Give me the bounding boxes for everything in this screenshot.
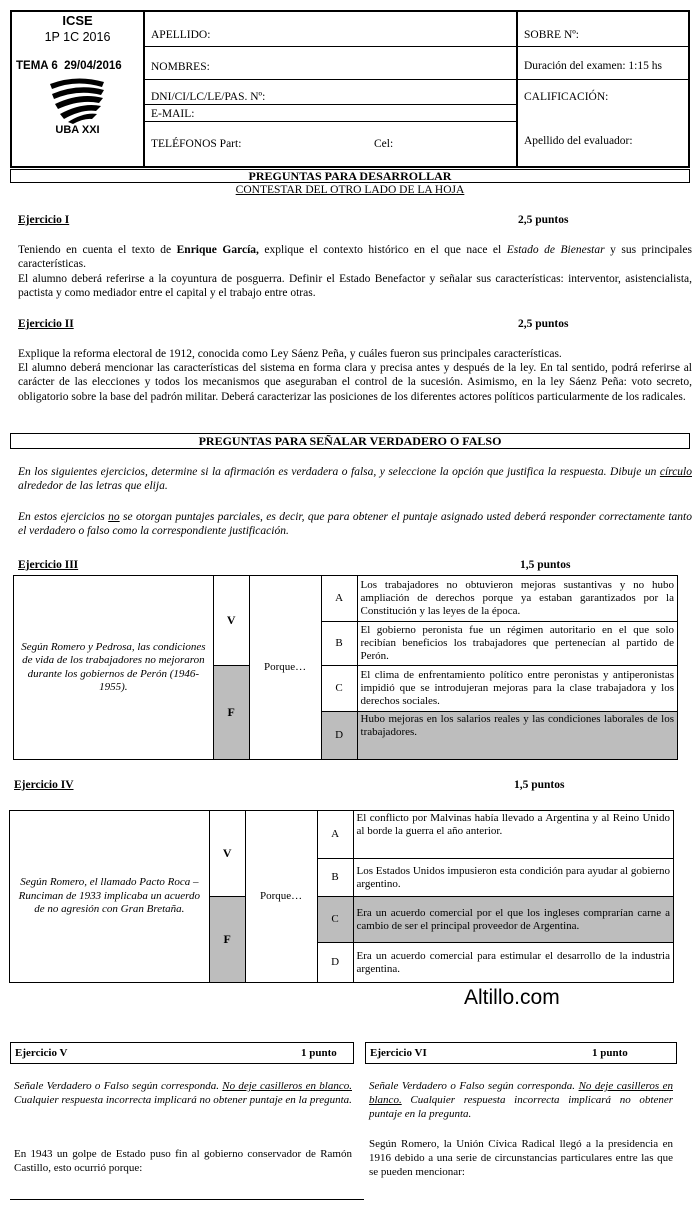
header-right-column: [516, 10, 690, 168]
ej6-question: Según Romero, la Unión Cívica Radical llegó a la presidencia en 1916 debido a una serie de circunstancias particulares entre las que se pueden mencionar:: [369, 1138, 673, 1178]
ej4-falso-option[interactable]: F: [209, 897, 245, 983]
ej3-statement: Según Romero y Pedrosa, las condiciones de vida de los trabajadores no mejoraron durante los gobiernos de Perón (1946-1955).: [14, 576, 214, 760]
ej6-instructions: Señale Verdadero o Falso según corresponda. No deje casilleros en blanco. Cualquier respuesta incorrecta implicará no obtener puntaje en la pregunta.: [369, 1080, 673, 1120]
ej2-answer: El alumno deberá mencionar las características del sistema en forma clara y precisa antes y después de la ley. En tal sentido, podrá referirse al carácter de las elecciones y todos los mecanismos que aseguraban el control de la sucesión. Asimismo, en la ley Sáenz Peña: voto secreto, obligatorio sobre la base del padrón militar. Deberá caracterizar las posiciones de los diferentes actores políticos particularmente de los radicales.: [18, 362, 692, 403]
header-divider: [145, 79, 516, 80]
ej4-verdadero-option[interactable]: V: [209, 811, 245, 897]
ej3-option-c-letter[interactable]: C: [321, 666, 357, 712]
celular-field[interactable]: Cel:: [374, 138, 394, 150]
header-logo-column: [10, 10, 145, 168]
ej3-option-c: El clima de enfrentamiento político entre peronistas y antiperonistas impidió que se introdujeran mejoras para la clase trabajadora y los derechos sociales.: [357, 666, 677, 712]
evaluador-field: Apellido del evaluador:: [524, 135, 633, 147]
ej1-title: Ejercicio I: [18, 214, 70, 226]
ej3-verdadero-option[interactable]: V: [213, 576, 249, 666]
ej5-question: En 1943 un golpe de Estado puso fin al gobierno conservador de Ramón Castillo, esto ocurrió porque:: [14, 1148, 352, 1174]
header-divider: [518, 79, 690, 80]
header-divider: [145, 121, 516, 122]
ej5-instructions: Señale Verdadero o Falso según corresponda. No deje casilleros en blanco. Cualquier respuesta incorrecta implicará no obtener puntaje en la pregunta.: [14, 1080, 352, 1106]
logo-text: UBA XXI: [55, 124, 100, 136]
section-title-desarrollar: PREGUNTAS PARA DESARROLLAR: [10, 169, 690, 183]
ej6-header-box: [365, 1042, 677, 1064]
uba-logo-icon: [46, 78, 108, 124]
ej5-header-box: [10, 1042, 354, 1064]
ej4-title: Ejercicio IV: [14, 779, 74, 791]
ej4-option-a: El conflicto por Malvinas había llevado a Argentina y al Reino Unido al borde la guerra el año anterior.: [353, 811, 673, 859]
ej3-option-a: Los trabajadores no obtuvieron mejoras sustantivas y no hubo ampliación de derechos porque ya estaban garantizados por la Constitución y las leyes de la época.: [357, 576, 677, 622]
ej4-option-d: Era un acuerdo comercial para estimular el desarrollo de la industria argentina.: [353, 943, 673, 983]
ej5-title: Ejercicio V: [15, 1047, 68, 1059]
vf-instructions-1: En los siguientes ejercicios, determine si la afirmación es verdadera o falsa, y seleccione la opción que justifica la respuesta. Dibuje un círculo alrededor de las letras que elija.: [18, 466, 692, 493]
ej6-title: Ejercicio VI: [370, 1047, 427, 1059]
tema-label: TEMA 6 29/04/2016: [16, 60, 122, 72]
ej3-option-b: El gobierno peronista fue un régimen autoritario en el que solo recibían beneficios los trabajadores que pertenecían al partido de Perón.: [357, 622, 677, 666]
section-title-vf: PREGUNTAS PARA SEÑALAR VERDADERO O FALSO: [10, 433, 690, 449]
ej4-option-b-letter[interactable]: B: [317, 859, 353, 897]
telefono-field[interactable]: TELÉFONOS Part:: [151, 138, 242, 150]
ej3-option-b-letter[interactable]: B: [321, 622, 357, 666]
ej4-porque: Porque…: [245, 811, 317, 983]
ej3-option-a-letter[interactable]: A: [321, 576, 357, 622]
ej3-table: [13, 575, 678, 760]
ej5-points: 1 punto: [301, 1047, 337, 1059]
duracion-label: Duración del examen: 1:15 hs: [524, 60, 662, 72]
watermark-text: Altillo.com: [464, 986, 560, 1009]
ej4-option-a-letter[interactable]: A: [317, 811, 353, 859]
ej3-falso-option[interactable]: F: [213, 666, 249, 760]
email-field[interactable]: E-MAIL:: [151, 108, 195, 120]
ej1-points: 2,5 puntos: [518, 214, 569, 226]
ej6-points: 1 punto: [592, 1047, 628, 1059]
nombres-field[interactable]: NOMBRES:: [151, 61, 210, 73]
dni-field[interactable]: DNI/CI/LC/LE/PAS. Nº:: [151, 91, 266, 103]
sobre-field[interactable]: SOBRE Nº:: [524, 29, 580, 41]
ej4-option-d-letter[interactable]: D: [317, 943, 353, 983]
ej4-points: 1,5 puntos: [514, 779, 565, 791]
ej4-table: [9, 810, 674, 983]
exam-code: 1P 1C 2016: [44, 30, 111, 44]
ej4-option-c: Era un acuerdo comercial por el que los ingleses comprarían carne a cambio de ser el principal proveedor de Argentina.: [353, 897, 673, 943]
ej3-option-d: Hubo mejoras en los salarios reales y las condiciones laborales de los trabajadores.: [357, 712, 677, 760]
calificacion-field: CALIFICACIÓN:: [524, 91, 609, 103]
header-divider: [518, 46, 690, 47]
vf-instructions-2: En estos ejercicios no se otorgan puntajes parciales, es decir, que para obtener el puntaje asignado usted deberá responder correctamente tanto el verdadero o falso como la correspondiente justificación.: [18, 511, 692, 538]
ej4-statement: Según Romero, el llamado Pacto Roca – Runciman de 1933 implicaba un acuerdo de no agresión con Gran Bretaña.: [10, 811, 210, 983]
ej1-answer: El alumno deberá referirse a la coyuntura de posguerra. Definir el Estado Benefactor y señalar sus características: interventor, asistencialista, pactista y como mediador entre el capital y el trabajo entre otras.: [18, 273, 692, 300]
apellido-field[interactable]: APELLIDO:: [151, 29, 211, 41]
ej1-question: Teniendo en cuenta el texto de Enrique García, explique el contexto histórico en el que nace el Estado de Bienestar y sus principales características.: [18, 244, 693, 271]
ej4-option-b: Los Estados Unidos impusieron esta condición para ayudar al gobierno argentino.: [353, 859, 673, 897]
ej3-porque: Porque…: [249, 576, 321, 760]
ej5-answer-line: [10, 1199, 364, 1200]
ej3-points: 1,5 puntos: [520, 559, 571, 571]
ej2-title: Ejercicio II: [18, 318, 74, 330]
section-subtitle: CONTESTAR DEL OTRO LADO DE LA HOJA: [235, 184, 465, 196]
course-name: ICSE: [62, 13, 93, 28]
header-divider: [145, 46, 516, 47]
ej2-question: Explique la reforma electoral de 1912, conocida como Ley Sáenz Peña, y cuáles fueron sus principales características.: [18, 348, 562, 360]
ej4-option-c-letter[interactable]: C: [317, 897, 353, 943]
ej3-option-d-letter[interactable]: D: [321, 712, 357, 760]
ej2-points: 2,5 puntos: [518, 318, 569, 330]
ej3-title: Ejercicio III: [18, 559, 79, 571]
